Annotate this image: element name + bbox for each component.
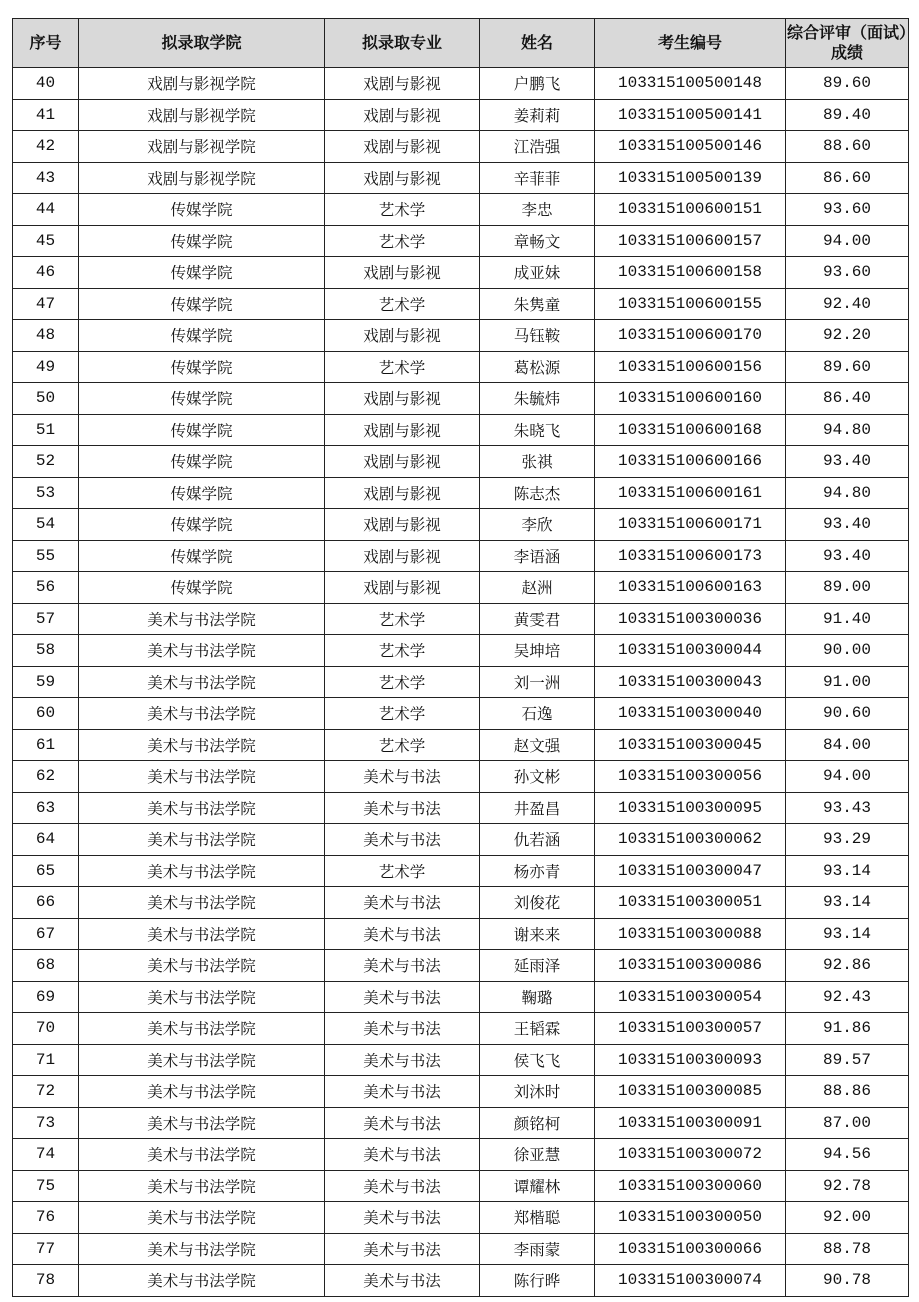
table-row [13, 446, 909, 478]
name-cell: 郑楷聪 [480, 1202, 595, 1234]
table-row [13, 666, 909, 698]
name-cell: 谢来来 [480, 918, 595, 950]
major-cell: 戏剧与影视 [325, 509, 480, 541]
col-header-score: 综合评审（面试）成绩 [786, 19, 909, 68]
candidate-id-cell: 103315100300050 [595, 1202, 786, 1234]
table-row [13, 918, 909, 950]
score-cell: 91.00 [786, 666, 909, 698]
table-row [13, 1202, 909, 1234]
major-cell: 美术与书法 [325, 761, 480, 793]
candidate-id-cell: 103315100600173 [595, 540, 786, 572]
score-cell: 89.57 [786, 1044, 909, 1076]
college-cell: 美术与书法学院 [79, 1170, 325, 1202]
major-cell: 美术与书法 [325, 1170, 480, 1202]
name-cell: 刘一洲 [480, 666, 595, 698]
candidate-id-cell: 103315100300060 [595, 1170, 786, 1202]
college-cell: 美术与书法学院 [79, 729, 325, 761]
score-cell: 91.40 [786, 603, 909, 635]
candidate-id-cell: 103315100600160 [595, 383, 786, 415]
row-index: 71 [13, 1044, 79, 1076]
major-cell: 艺术学 [325, 729, 480, 761]
name-cell: 孙文彬 [480, 761, 595, 793]
row-index: 65 [13, 855, 79, 887]
major-cell: 艺术学 [325, 351, 480, 383]
candidate-id-cell: 103315100300085 [595, 1076, 786, 1108]
candidate-id-cell: 103315100600168 [595, 414, 786, 446]
college-cell: 传媒学院 [79, 288, 325, 320]
candidate-id-cell: 103315100300051 [595, 887, 786, 919]
major-cell: 美术与书法 [325, 918, 480, 950]
score-cell: 93.60 [786, 257, 909, 289]
college-cell: 传媒学院 [79, 320, 325, 352]
row-index: 60 [13, 698, 79, 730]
score-cell: 88.78 [786, 1233, 909, 1265]
candidate-id-cell: 103315100600163 [595, 572, 786, 604]
table-row [13, 351, 909, 383]
college-cell: 传媒学院 [79, 194, 325, 226]
candidate-id-cell: 103315100500141 [595, 99, 786, 131]
row-index: 66 [13, 887, 79, 919]
candidate-id-cell: 103315100300057 [595, 1013, 786, 1045]
score-cell: 88.60 [786, 131, 909, 163]
score-cell: 84.00 [786, 729, 909, 761]
college-cell: 美术与书法学院 [79, 635, 325, 667]
candidate-id-cell: 103315100300036 [595, 603, 786, 635]
name-cell: 刘俊花 [480, 887, 595, 919]
name-cell: 侯飞飞 [480, 1044, 595, 1076]
score-cell: 93.43 [786, 792, 909, 824]
name-cell: 朱晓飞 [480, 414, 595, 446]
name-cell: 赵洲 [480, 572, 595, 604]
name-cell: 鞠璐 [480, 981, 595, 1013]
score-cell: 94.56 [786, 1139, 909, 1171]
row-index: 55 [13, 540, 79, 572]
score-cell: 90.00 [786, 635, 909, 667]
college-cell: 美术与书法学院 [79, 950, 325, 982]
table-row [13, 1265, 909, 1297]
score-cell: 93.14 [786, 918, 909, 950]
major-cell: 戏剧与影视 [325, 414, 480, 446]
row-index: 59 [13, 666, 79, 698]
score-cell: 93.40 [786, 509, 909, 541]
row-index: 45 [13, 225, 79, 257]
row-index: 48 [13, 320, 79, 352]
candidate-id-cell: 103315100300095 [595, 792, 786, 824]
name-cell: 赵文强 [480, 729, 595, 761]
college-cell: 美术与书法学院 [79, 1265, 325, 1297]
major-cell: 戏剧与影视 [325, 131, 480, 163]
score-cell: 92.40 [786, 288, 909, 320]
name-cell: 陈行晔 [480, 1265, 595, 1297]
candidate-id-cell: 103315100300056 [595, 761, 786, 793]
name-cell: 章畅文 [480, 225, 595, 257]
col-header-college: 拟录取学院 [79, 19, 325, 68]
candidate-id-cell: 103315100600161 [595, 477, 786, 509]
table-row [13, 194, 909, 226]
major-cell: 美术与书法 [325, 1202, 480, 1234]
table-row [13, 572, 909, 604]
candidate-id-cell: 103315100500139 [595, 162, 786, 194]
name-cell: 吴坤培 [480, 635, 595, 667]
name-cell: 谭耀林 [480, 1170, 595, 1202]
major-cell: 戏剧与影视 [325, 572, 480, 604]
name-cell: 刘沐时 [480, 1076, 595, 1108]
college-cell: 戏剧与影视学院 [79, 68, 325, 100]
row-index: 68 [13, 950, 79, 982]
major-cell: 美术与书法 [325, 792, 480, 824]
name-cell: 江浩强 [480, 131, 595, 163]
candidate-id-cell: 103315100300093 [595, 1044, 786, 1076]
score-cell: 92.86 [786, 950, 909, 982]
candidate-id-cell: 103315100300074 [595, 1265, 786, 1297]
college-cell: 美术与书法学院 [79, 761, 325, 793]
name-cell: 杨亦青 [480, 855, 595, 887]
candidate-id-cell: 103315100600155 [595, 288, 786, 320]
admission-table [12, 18, 909, 1297]
score-cell: 89.60 [786, 351, 909, 383]
row-index: 63 [13, 792, 79, 824]
score-cell: 89.00 [786, 572, 909, 604]
score-cell: 89.60 [786, 68, 909, 100]
table-row [13, 1013, 909, 1045]
score-cell: 94.80 [786, 414, 909, 446]
name-cell: 王韬霖 [480, 1013, 595, 1045]
row-index: 61 [13, 729, 79, 761]
major-cell: 戏剧与影视 [325, 99, 480, 131]
name-cell: 颜铭柯 [480, 1107, 595, 1139]
row-index: 46 [13, 257, 79, 289]
row-index: 52 [13, 446, 79, 478]
college-cell: 传媒学院 [79, 225, 325, 257]
college-cell: 美术与书法学院 [79, 1076, 325, 1108]
row-index: 70 [13, 1013, 79, 1045]
table-row [13, 1076, 909, 1108]
candidate-id-cell: 103315100600171 [595, 509, 786, 541]
candidate-id-cell: 103315100300043 [595, 666, 786, 698]
row-index: 64 [13, 824, 79, 856]
name-cell: 朱毓炜 [480, 383, 595, 415]
table-header [13, 19, 909, 68]
table-row [13, 477, 909, 509]
row-index: 53 [13, 477, 79, 509]
name-cell: 葛松源 [480, 351, 595, 383]
college-cell: 传媒学院 [79, 509, 325, 541]
name-cell: 石逸 [480, 698, 595, 730]
row-index: 51 [13, 414, 79, 446]
major-cell: 艺术学 [325, 225, 480, 257]
row-index: 74 [13, 1139, 79, 1171]
row-index: 73 [13, 1107, 79, 1139]
major-cell: 戏剧与影视 [325, 162, 480, 194]
row-index: 58 [13, 635, 79, 667]
major-cell: 艺术学 [325, 288, 480, 320]
table-row [13, 824, 909, 856]
table-row [13, 540, 909, 572]
table-row [13, 414, 909, 446]
candidate-id-cell: 103315100300045 [595, 729, 786, 761]
table-row [13, 1107, 909, 1139]
row-index: 77 [13, 1233, 79, 1265]
candidate-id-cell: 103315100600170 [595, 320, 786, 352]
college-cell: 传媒学院 [79, 414, 325, 446]
score-cell: 94.00 [786, 225, 909, 257]
table-row [13, 855, 909, 887]
major-cell: 美术与书法 [325, 887, 480, 919]
college-cell: 传媒学院 [79, 540, 325, 572]
row-index: 41 [13, 99, 79, 131]
college-cell: 美术与书法学院 [79, 1013, 325, 1045]
college-cell: 美术与书法学院 [79, 698, 325, 730]
college-cell: 美术与书法学院 [79, 1233, 325, 1265]
score-cell: 93.14 [786, 887, 909, 919]
major-cell: 戏剧与影视 [325, 257, 480, 289]
candidate-id-cell: 103315100300047 [595, 855, 786, 887]
college-cell: 美术与书法学院 [79, 1139, 325, 1171]
score-cell: 91.86 [786, 1013, 909, 1045]
table-row [13, 981, 909, 1013]
table-row [13, 761, 909, 793]
candidate-id-cell: 103315100300086 [595, 950, 786, 982]
major-cell: 戏剧与影视 [325, 477, 480, 509]
college-cell: 传媒学院 [79, 257, 325, 289]
major-cell: 美术与书法 [325, 1139, 480, 1171]
major-cell: 美术与书法 [325, 1076, 480, 1108]
table-row [13, 635, 909, 667]
candidate-id-cell: 103315100600151 [595, 194, 786, 226]
row-index: 75 [13, 1170, 79, 1202]
candidate-id-cell: 103315100300054 [595, 981, 786, 1013]
major-cell: 美术与书法 [325, 1265, 480, 1297]
college-cell: 传媒学院 [79, 383, 325, 415]
score-cell: 86.40 [786, 383, 909, 415]
row-index: 49 [13, 351, 79, 383]
name-cell: 仇若涵 [480, 824, 595, 856]
row-index: 42 [13, 131, 79, 163]
score-cell: 93.29 [786, 824, 909, 856]
college-cell: 戏剧与影视学院 [79, 99, 325, 131]
name-cell: 李雨蒙 [480, 1233, 595, 1265]
name-cell: 徐亚慧 [480, 1139, 595, 1171]
score-cell: 88.86 [786, 1076, 909, 1108]
candidate-id-cell: 103315100300062 [595, 824, 786, 856]
college-cell: 美术与书法学院 [79, 855, 325, 887]
major-cell: 艺术学 [325, 698, 480, 730]
table-row [13, 288, 909, 320]
row-index: 43 [13, 162, 79, 194]
table-row [13, 1139, 909, 1171]
col-header-index: 序号 [13, 19, 79, 68]
row-index: 72 [13, 1076, 79, 1108]
table-row [13, 131, 909, 163]
table-row [13, 950, 909, 982]
major-cell: 戏剧与影视 [325, 446, 480, 478]
row-index: 57 [13, 603, 79, 635]
college-cell: 美术与书法学院 [79, 918, 325, 950]
table-row [13, 792, 909, 824]
score-cell: 90.60 [786, 698, 909, 730]
college-cell: 美术与书法学院 [79, 1202, 325, 1234]
table-row [13, 225, 909, 257]
row-index: 67 [13, 918, 79, 950]
candidate-id-cell: 103315100600158 [595, 257, 786, 289]
table-row [13, 887, 909, 919]
score-cell: 86.60 [786, 162, 909, 194]
college-cell: 美术与书法学院 [79, 887, 325, 919]
name-cell: 朱隽童 [480, 288, 595, 320]
row-index: 40 [13, 68, 79, 100]
score-cell: 94.80 [786, 477, 909, 509]
table-row [13, 383, 909, 415]
college-cell: 美术与书法学院 [79, 824, 325, 856]
score-cell: 92.20 [786, 320, 909, 352]
table-row [13, 729, 909, 761]
score-cell: 93.14 [786, 855, 909, 887]
name-cell: 黄雯君 [480, 603, 595, 635]
table-row [13, 603, 909, 635]
table-row [13, 1233, 909, 1265]
name-cell: 李语涵 [480, 540, 595, 572]
name-cell: 井盈昌 [480, 792, 595, 824]
college-cell: 美术与书法学院 [79, 1044, 325, 1076]
major-cell: 美术与书法 [325, 1013, 480, 1045]
score-cell: 92.78 [786, 1170, 909, 1202]
col-header-candidate-id: 考生编号 [595, 19, 786, 68]
college-cell: 美术与书法学院 [79, 981, 325, 1013]
college-cell: 戏剧与影视学院 [79, 131, 325, 163]
college-cell: 美术与书法学院 [79, 666, 325, 698]
table-row [13, 1044, 909, 1076]
row-index: 44 [13, 194, 79, 226]
major-cell: 戏剧与影视 [325, 68, 480, 100]
major-cell: 艺术学 [325, 603, 480, 635]
table-row [13, 99, 909, 131]
name-cell: 延雨泽 [480, 950, 595, 982]
name-cell: 户鹏飞 [480, 68, 595, 100]
score-cell: 94.00 [786, 761, 909, 793]
row-index: 54 [13, 509, 79, 541]
row-index: 69 [13, 981, 79, 1013]
score-cell: 87.00 [786, 1107, 909, 1139]
col-header-major: 拟录取专业 [325, 19, 480, 68]
row-index: 78 [13, 1265, 79, 1297]
major-cell: 戏剧与影视 [325, 320, 480, 352]
major-cell: 美术与书法 [325, 1107, 480, 1139]
name-cell: 李欣 [480, 509, 595, 541]
row-index: 62 [13, 761, 79, 793]
score-cell: 90.78 [786, 1265, 909, 1297]
major-cell: 艺术学 [325, 194, 480, 226]
major-cell: 艺术学 [325, 635, 480, 667]
name-cell: 陈志杰 [480, 477, 595, 509]
candidate-id-cell: 103315100300040 [595, 698, 786, 730]
candidate-id-cell: 103315100300044 [595, 635, 786, 667]
row-index: 47 [13, 288, 79, 320]
candidate-id-cell: 103315100300072 [595, 1139, 786, 1171]
name-cell: 李忠 [480, 194, 595, 226]
major-cell: 戏剧与影视 [325, 540, 480, 572]
table-row [13, 257, 909, 289]
major-cell: 艺术学 [325, 855, 480, 887]
major-cell: 美术与书法 [325, 1233, 480, 1265]
score-cell: 89.40 [786, 99, 909, 131]
name-cell: 辛菲菲 [480, 162, 595, 194]
college-cell: 戏剧与影视学院 [79, 162, 325, 194]
college-cell: 美术与书法学院 [79, 603, 325, 635]
college-cell: 传媒学院 [79, 351, 325, 383]
table-row [13, 162, 909, 194]
score-cell: 92.00 [786, 1202, 909, 1234]
score-cell: 93.40 [786, 540, 909, 572]
college-cell: 美术与书法学院 [79, 1107, 325, 1139]
candidate-id-cell: 103315100300088 [595, 918, 786, 950]
score-cell: 92.43 [786, 981, 909, 1013]
major-cell: 戏剧与影视 [325, 383, 480, 415]
major-cell: 美术与书法 [325, 981, 480, 1013]
candidate-id-cell: 103315100600166 [595, 446, 786, 478]
candidate-id-cell: 103315100300066 [595, 1233, 786, 1265]
score-cell: 93.60 [786, 194, 909, 226]
name-cell: 姜莉莉 [480, 99, 595, 131]
major-cell: 美术与书法 [325, 1044, 480, 1076]
major-cell: 美术与书法 [325, 824, 480, 856]
table-row [13, 1170, 909, 1202]
name-cell: 马钰鞍 [480, 320, 595, 352]
table-row [13, 68, 909, 100]
row-index: 50 [13, 383, 79, 415]
candidate-id-cell: 103315100600156 [595, 351, 786, 383]
table-row [13, 509, 909, 541]
candidate-id-cell: 103315100600157 [595, 225, 786, 257]
header-row [13, 19, 909, 68]
name-cell: 成亚妹 [480, 257, 595, 289]
name-cell: 张祺 [480, 446, 595, 478]
candidate-id-cell: 103315100500146 [595, 131, 786, 163]
table-row [13, 320, 909, 352]
table-body [13, 68, 909, 1297]
table-row [13, 698, 909, 730]
college-cell: 传媒学院 [79, 446, 325, 478]
row-index: 76 [13, 1202, 79, 1234]
candidate-id-cell: 103315100500148 [595, 68, 786, 100]
major-cell: 美术与书法 [325, 950, 480, 982]
col-header-name: 姓名 [480, 19, 595, 68]
row-index: 56 [13, 572, 79, 604]
score-cell: 93.40 [786, 446, 909, 478]
college-cell: 传媒学院 [79, 572, 325, 604]
candidate-id-cell: 103315100300091 [595, 1107, 786, 1139]
college-cell: 美术与书法学院 [79, 792, 325, 824]
college-cell: 传媒学院 [79, 477, 325, 509]
major-cell: 艺术学 [325, 666, 480, 698]
